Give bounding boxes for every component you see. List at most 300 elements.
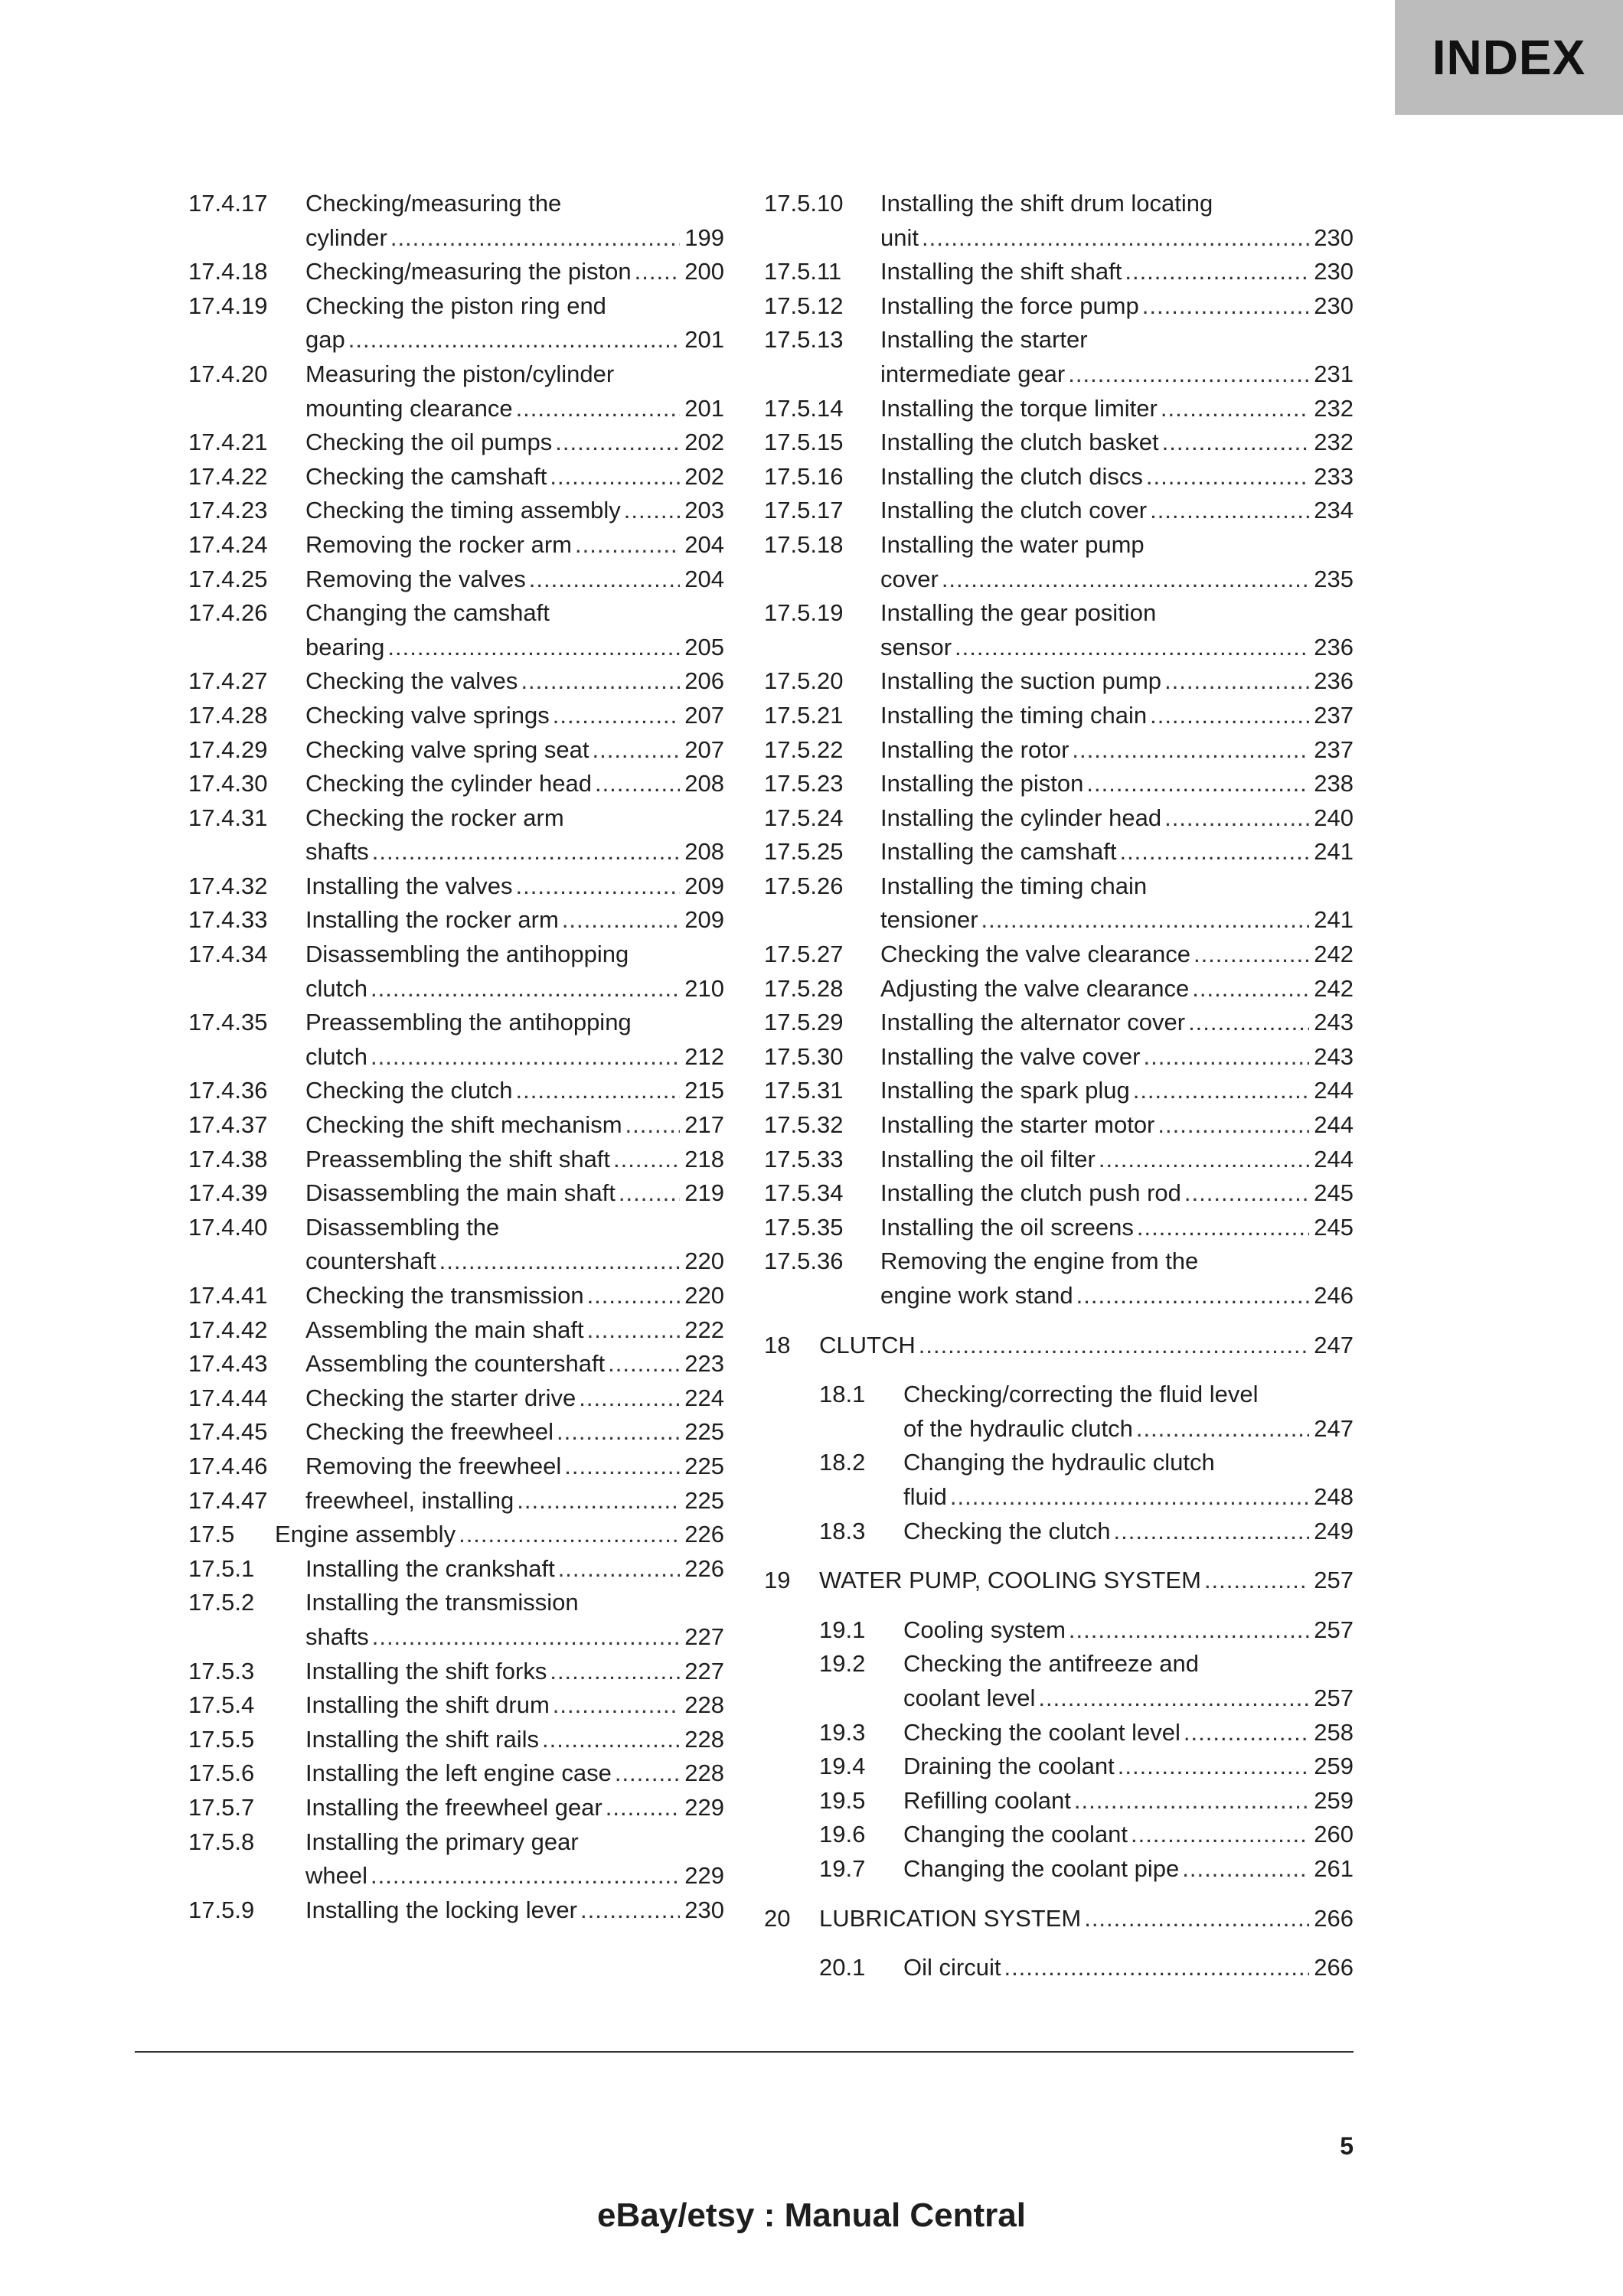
toc-entry[interactable] xyxy=(188,1723,724,1757)
toc-entry[interactable] xyxy=(764,1211,1354,1245)
toc-entry-title: WATER PUMP, COOLING SYSTEM xyxy=(819,1567,1201,1594)
toc-entry[interactable] xyxy=(188,563,724,597)
toc-entry[interactable] xyxy=(188,596,724,664)
toc-entry-line xyxy=(305,255,724,289)
toc-entry-line xyxy=(305,1313,724,1348)
toc-entry-line xyxy=(903,1852,1354,1887)
toc-entry-title: countershaft xyxy=(305,1247,436,1275)
dot-leader xyxy=(1076,1279,1310,1313)
toc-page-number: 242 xyxy=(1314,974,1354,1002)
dot-leader xyxy=(1099,1143,1309,1177)
toc-entry-number: 17.4.33 xyxy=(188,906,268,934)
toc-entry[interactable] xyxy=(188,1415,724,1450)
toc-entry[interactable] xyxy=(188,699,724,733)
dot-leader xyxy=(1068,357,1309,392)
toc-entry-number: 18.3 xyxy=(819,1517,866,1544)
toc-entry[interactable] xyxy=(188,1381,724,1416)
toc-entry-body xyxy=(305,187,724,255)
toc-entry-title: Installing the starter xyxy=(880,326,1088,354)
toc-entry[interactable] xyxy=(188,903,724,938)
toc-entry-number: 19.1 xyxy=(819,1616,866,1643)
toc-entry-line xyxy=(903,1784,1354,1818)
toc-left-column xyxy=(188,187,724,1927)
toc-entry-line xyxy=(305,221,724,256)
toc-entry-number: 17.4.20 xyxy=(188,360,268,387)
toc-entry-body xyxy=(305,938,724,1006)
toc-entry-line xyxy=(305,460,724,494)
toc-page-number: 242 xyxy=(1314,941,1354,968)
toc-page-number: 261 xyxy=(1314,1854,1354,1882)
toc-entry[interactable] xyxy=(188,494,724,528)
toc-entry-title: Installing the timing chain xyxy=(880,701,1148,729)
toc-page-number: 222 xyxy=(684,1316,724,1343)
toc-entry[interactable] xyxy=(764,835,1354,869)
toc-entry-number: 17.5.15 xyxy=(764,429,844,456)
toc-entry[interactable] xyxy=(188,801,724,869)
toc-entry[interactable] xyxy=(188,1006,724,1074)
dot-leader xyxy=(625,1108,681,1143)
toc-entry-body xyxy=(305,528,724,563)
toc-entry-number: 17.4.42 xyxy=(188,1316,268,1343)
toc-entry-number: 17.4.47 xyxy=(188,1486,268,1514)
toc-entry-body xyxy=(880,767,1354,801)
dot-leader xyxy=(1137,1211,1309,1245)
toc-entry-body xyxy=(305,1484,724,1518)
toc-entry-body xyxy=(880,392,1354,426)
toc-entry[interactable] xyxy=(764,1951,1354,1985)
dot-leader xyxy=(516,392,681,426)
toc-entry-number: 17.4.34 xyxy=(188,941,268,968)
toc-entry[interactable] xyxy=(764,869,1354,938)
toc-entry-number: 17.5.16 xyxy=(764,462,844,490)
toc-page-number: 266 xyxy=(1314,1954,1354,1981)
toc-entry[interactable] xyxy=(764,1074,1354,1108)
toc-entry-number: 17.4.35 xyxy=(188,1009,268,1036)
toc-entry-line xyxy=(305,1143,724,1177)
toc-entry-body xyxy=(305,1723,724,1757)
toc-page-number: 232 xyxy=(1314,429,1354,456)
toc-page-number: 237 xyxy=(1314,735,1354,763)
toc-entry-line xyxy=(275,1518,724,1552)
toc-entry-number: 17.5.5 xyxy=(188,1725,255,1753)
toc-entry-number: 17.4.18 xyxy=(188,258,268,285)
toc-page-number: 223 xyxy=(684,1350,724,1378)
toc-entry[interactable] xyxy=(764,1244,1354,1313)
toc-entry-title: Changing the coolant xyxy=(903,1821,1128,1848)
toc-entry-line xyxy=(880,221,1354,256)
toc-entry[interactable] xyxy=(188,1143,724,1177)
toc-entry-title: Installing the camshaft xyxy=(880,838,1117,866)
dot-leader xyxy=(1119,835,1309,869)
dot-leader xyxy=(555,426,680,460)
toc-chapter-entry[interactable] xyxy=(764,1902,1354,1936)
toc-entry[interactable] xyxy=(188,869,724,904)
toc-entry-line xyxy=(880,1279,1354,1313)
toc-entry-line xyxy=(819,1902,1354,1936)
toc-entry-number: 17.5.10 xyxy=(764,190,844,217)
toc-page-number: 241 xyxy=(1314,906,1354,934)
toc-entry[interactable] xyxy=(764,664,1354,699)
toc-entry[interactable] xyxy=(188,1552,724,1587)
toc-entry-title: LUBRICATION SYSTEM xyxy=(819,1904,1082,1932)
toc-entry[interactable] xyxy=(188,1518,724,1552)
toc-entry-title: Checking the valve clearance xyxy=(880,941,1190,968)
toc-entry-line xyxy=(305,903,724,938)
toc-entry[interactable] xyxy=(764,1143,1354,1177)
toc-entry[interactable] xyxy=(764,1784,1354,1818)
dot-leader xyxy=(1118,1750,1310,1784)
toc-entry-number: 17.4.21 xyxy=(188,429,268,456)
toc-entry[interactable] xyxy=(188,733,724,768)
toc-entry[interactable] xyxy=(188,664,724,699)
dot-leader xyxy=(580,1893,680,1928)
toc-entry-title: of the hydraulic clutch xyxy=(903,1414,1133,1442)
toc-entry-number: 17.5.3 xyxy=(188,1657,255,1684)
toc-entry-body xyxy=(880,869,1354,938)
toc-entry-body xyxy=(305,460,724,494)
toc-entry[interactable] xyxy=(188,426,724,460)
toc-entry[interactable] xyxy=(764,528,1354,596)
dot-leader xyxy=(372,835,681,869)
toc-entry-title: Installing the shift drum xyxy=(305,1691,550,1719)
toc-entry-title: Removing the rocker arm xyxy=(305,530,573,558)
toc-page-number: 201 xyxy=(684,326,724,354)
toc-entry[interactable] xyxy=(764,1852,1354,1887)
toc-entry-title: Adjusting the valve clearance xyxy=(880,974,1190,1002)
toc-entry-title: Checking the clutch xyxy=(305,1077,513,1104)
dot-leader xyxy=(1004,1951,1309,1985)
toc-entry[interactable] xyxy=(764,596,1354,664)
toc-entry-title: Installing the clutch push rod xyxy=(880,1179,1181,1207)
toc-page-number: 234 xyxy=(1314,497,1354,524)
toc-entry-title: bearing xyxy=(305,633,385,660)
toc-entry-title: engine work stand xyxy=(880,1282,1073,1309)
toc-entry-body xyxy=(880,1074,1354,1108)
toc-entry-body xyxy=(880,460,1354,494)
toc-entry-line xyxy=(305,187,724,221)
toc-entry-line xyxy=(903,1681,1354,1716)
toc-entry-body xyxy=(305,733,724,768)
dot-leader xyxy=(371,1859,680,1893)
toc-entry-title: Engine assembly xyxy=(275,1521,456,1548)
toc-entry-body xyxy=(305,699,724,733)
toc-entry-line xyxy=(903,1480,1354,1515)
toc-entry[interactable] xyxy=(188,255,724,289)
toc-entry[interactable] xyxy=(188,1347,724,1381)
toc-entry-body xyxy=(305,869,724,904)
toc-entry-line xyxy=(880,972,1354,1006)
toc-entry-line xyxy=(880,938,1354,972)
toc-entry-number: 17.5.17 xyxy=(764,497,844,524)
toc-entry-title: Checking the coolant level xyxy=(903,1718,1181,1746)
toc-entry-title: shafts xyxy=(305,838,369,866)
dot-leader xyxy=(1125,255,1309,289)
dot-leader xyxy=(1146,460,1309,494)
toc-entry-body xyxy=(305,563,724,597)
toc-entry[interactable] xyxy=(188,1484,724,1518)
toc-entry[interactable] xyxy=(764,699,1354,733)
toc-entry[interactable] xyxy=(764,1515,1354,1549)
toc-entry-line xyxy=(305,631,724,665)
toc-entry-title: coolant level xyxy=(903,1684,1036,1711)
toc-entry-line xyxy=(903,1647,1354,1681)
toc-page-number: 209 xyxy=(684,906,724,934)
toc-entry[interactable] xyxy=(764,767,1354,801)
toc-entry-body xyxy=(880,1211,1354,1245)
toc-chapter-entry[interactable] xyxy=(764,1329,1354,1363)
toc-page-number: 212 xyxy=(684,1042,724,1070)
toc-entry[interactable] xyxy=(764,289,1354,324)
toc-entry-number: 17.5.6 xyxy=(188,1760,255,1787)
toc-entry[interactable] xyxy=(188,1450,724,1484)
toc-entry-line xyxy=(903,1613,1354,1648)
toc-entry[interactable] xyxy=(188,1176,724,1211)
toc-page-number: 266 xyxy=(1314,1904,1354,1932)
toc-entry[interactable] xyxy=(764,938,1354,972)
dot-leader xyxy=(1182,1852,1309,1887)
toc-entry-title: Preassembling the shift shaft xyxy=(305,1145,611,1172)
toc-entry-body xyxy=(275,1518,724,1552)
toc-page-number: 228 xyxy=(684,1691,724,1719)
toc-entry-line xyxy=(880,357,1354,392)
toc-entry[interactable] xyxy=(764,460,1354,494)
toc-entry-title: Assembling the countershaft xyxy=(305,1350,606,1378)
toc-entry-title: clutch xyxy=(305,974,367,1002)
toc-entry[interactable] xyxy=(188,1655,724,1689)
toc-page-number: 245 xyxy=(1314,1213,1354,1241)
toc-page-number: 230 xyxy=(1314,292,1354,319)
toc-entry[interactable] xyxy=(188,1211,724,1279)
toc-page-number: 243 xyxy=(1314,1042,1354,1070)
toc-entry[interactable] xyxy=(188,1825,724,1893)
toc-entry-number: 17.4.28 xyxy=(188,701,268,729)
toc-page-number: 202 xyxy=(684,429,724,456)
toc-entry-title: mounting clearance xyxy=(305,394,513,422)
toc-entry-body xyxy=(305,1176,724,1211)
toc-entry-title: Installing the suction pump xyxy=(880,667,1162,695)
toc-entry-title: Checking valve spring seat xyxy=(305,735,589,763)
dot-leader xyxy=(1038,1681,1309,1716)
toc-entry-number: 17.5.32 xyxy=(764,1111,844,1139)
toc-entry-line xyxy=(305,1552,724,1587)
toc-page-number: 237 xyxy=(1314,701,1354,729)
toc-entry-number: 19.6 xyxy=(819,1821,866,1848)
toc-entry-title: Installing the piston xyxy=(880,770,1084,797)
toc-entry-body xyxy=(305,1108,724,1143)
toc-entry[interactable] xyxy=(764,1716,1354,1750)
toc-entry-line xyxy=(305,1893,724,1928)
toc-entry-number: 17.4.22 xyxy=(188,462,268,490)
toc-page-number: 201 xyxy=(684,394,724,422)
toc-entry-number: 17.5.12 xyxy=(764,292,844,319)
toc-entry[interactable] xyxy=(188,1893,724,1928)
dot-leader xyxy=(1072,733,1309,768)
toc-entry[interactable] xyxy=(188,528,724,563)
toc-page-number: 247 xyxy=(1314,1331,1354,1358)
toc-entry-body xyxy=(880,1108,1354,1143)
dot-leader xyxy=(1131,1818,1309,1852)
toc-page-number: 259 xyxy=(1314,1786,1354,1814)
toc-entry[interactable] xyxy=(188,1313,724,1348)
toc-entry[interactable] xyxy=(188,460,724,494)
toc-entry[interactable] xyxy=(188,767,724,801)
dot-leader xyxy=(1164,801,1309,836)
toc-entry-title: Disassembling the antihopping xyxy=(305,941,629,968)
toc-entry-line xyxy=(305,835,724,869)
toc-entry-title: Checking/correcting the fluid level xyxy=(903,1381,1259,1408)
toc-entry-title: Removing the valves xyxy=(305,565,526,592)
toc-entry-title: Installing the clutch discs xyxy=(880,462,1143,490)
dot-leader xyxy=(553,1688,681,1723)
toc-entry[interactable] xyxy=(188,938,724,1006)
toc-entry[interactable] xyxy=(188,1279,724,1313)
toc-entry-number: 17.4.30 xyxy=(188,770,268,797)
toc-entry-title: Installing the locking lever xyxy=(305,1896,577,1923)
toc-entry-line xyxy=(880,699,1354,733)
toc-entry[interactable] xyxy=(764,801,1354,836)
toc-entry-line xyxy=(903,1446,1354,1480)
dot-leader xyxy=(981,903,1310,938)
toc-entry-body xyxy=(305,1279,724,1313)
toc-entry-line xyxy=(880,596,1354,631)
toc-entry-title: Changing the camshaft xyxy=(305,599,550,627)
dot-leader xyxy=(562,903,680,938)
toc-page-number: 249 xyxy=(1314,1517,1354,1544)
toc-entry-body xyxy=(305,1143,724,1177)
toc-entry[interactable] xyxy=(764,255,1354,289)
toc-page-number: 257 xyxy=(1314,1684,1354,1711)
toc-entry-number: 17.4.43 xyxy=(188,1350,268,1378)
toc-entry-line xyxy=(880,426,1354,460)
dot-leader xyxy=(635,255,681,289)
toc-entry-body xyxy=(880,733,1354,768)
toc-entry-title: Checking the valves xyxy=(305,667,518,695)
toc-page-number: 210 xyxy=(684,974,724,1002)
toc-entry[interactable] xyxy=(764,1040,1354,1075)
toc-entry-body xyxy=(880,801,1354,836)
toc-entry[interactable] xyxy=(188,1688,724,1723)
toc-entry-line xyxy=(880,903,1354,938)
toc-entry[interactable] xyxy=(188,1791,724,1825)
dot-leader xyxy=(553,699,681,733)
toc-entry-line xyxy=(305,1586,724,1620)
toc-entry-number: 17.4.24 xyxy=(188,530,268,558)
toc-chapter-entry[interactable] xyxy=(764,1564,1354,1598)
toc-entry[interactable] xyxy=(764,1176,1354,1211)
toc-entry[interactable] xyxy=(188,289,724,357)
toc-entry-body xyxy=(305,596,724,664)
dot-leader xyxy=(595,767,680,801)
toc-entry[interactable] xyxy=(188,1756,724,1791)
toc-entry[interactable] xyxy=(764,1108,1354,1143)
toc-page-number: 224 xyxy=(684,1384,724,1411)
toc-entry[interactable] xyxy=(188,187,724,255)
toc-entry-body xyxy=(903,1951,1354,1985)
toc-entry-title: Removing the freewheel xyxy=(305,1452,562,1479)
dot-leader xyxy=(542,1723,680,1757)
toc-entry-number: 17.5.23 xyxy=(764,770,844,797)
toc-entry[interactable] xyxy=(764,426,1354,460)
toc-entry[interactable] xyxy=(764,1006,1354,1040)
toc-page-number: 258 xyxy=(1314,1718,1354,1746)
toc-page-number: 226 xyxy=(684,1554,724,1582)
toc-entry[interactable] xyxy=(764,392,1354,426)
toc-entry[interactable] xyxy=(764,187,1354,255)
toc-right-column xyxy=(764,187,1354,1985)
toc-entry-line xyxy=(305,1006,724,1040)
dot-leader xyxy=(575,528,680,563)
toc-page-number: 244 xyxy=(1314,1077,1354,1104)
toc-entry[interactable] xyxy=(764,1750,1354,1784)
toc-page-number: 215 xyxy=(684,1077,724,1104)
toc-entry[interactable] xyxy=(764,1818,1354,1852)
toc-entry-line xyxy=(880,460,1354,494)
toc-entry-number: 17.4.36 xyxy=(188,1077,268,1104)
toc-entry[interactable] xyxy=(188,357,724,426)
toc-entry-title: Installing the left engine case xyxy=(305,1760,612,1787)
toc-entry[interactable] xyxy=(764,972,1354,1006)
toc-entry-body xyxy=(305,903,724,938)
toc-entry-line xyxy=(880,1074,1354,1108)
toc-entry-body xyxy=(305,255,724,289)
toc-entry-line xyxy=(305,1756,724,1791)
toc-entry-number: 17.5.31 xyxy=(764,1077,844,1104)
toc-entry-line xyxy=(903,1412,1354,1446)
dot-leader xyxy=(517,1484,680,1518)
toc-entry-line xyxy=(880,187,1354,221)
toc-entry-body xyxy=(305,1313,724,1348)
dot-leader xyxy=(348,323,681,357)
dot-leader xyxy=(1161,392,1309,426)
toc-page-number: 246 xyxy=(1314,1282,1354,1309)
toc-entry-body xyxy=(305,801,724,869)
toc-page-number: 218 xyxy=(684,1145,724,1172)
toc-entry-line xyxy=(880,1244,1354,1279)
toc-entry-number: 17.5.4 xyxy=(188,1691,255,1719)
toc-entry[interactable] xyxy=(188,1074,724,1108)
toc-entry-body xyxy=(305,1552,724,1587)
toc-entry-line xyxy=(880,1108,1354,1143)
toc-entry-line xyxy=(305,1484,724,1518)
toc-entry-body xyxy=(880,835,1354,869)
toc-entry-number: 17.4.40 xyxy=(188,1213,268,1241)
toc-entry-line xyxy=(305,869,724,904)
toc-entry-title: Installing the shift rails xyxy=(305,1725,539,1753)
toc-page-number: 207 xyxy=(684,701,724,729)
toc-entry-line xyxy=(305,1176,724,1211)
toc-entry[interactable] xyxy=(764,494,1354,528)
toc-page-number: 207 xyxy=(684,735,724,763)
toc-entry[interactable] xyxy=(188,1586,724,1654)
dot-leader xyxy=(1114,1515,1310,1549)
toc-entry[interactable] xyxy=(764,1378,1354,1446)
dot-leader xyxy=(1184,1716,1309,1750)
toc-entry[interactable] xyxy=(764,323,1354,391)
toc-entry-title: Installing the alternator cover xyxy=(880,1009,1186,1036)
toc-page-number: 232 xyxy=(1314,394,1354,422)
toc-entry[interactable] xyxy=(188,1108,724,1143)
toc-entry[interactable] xyxy=(764,1613,1354,1648)
toc-entry-body xyxy=(305,426,724,460)
toc-page-number: 206 xyxy=(684,667,724,695)
toc-entry-body xyxy=(903,1818,1354,1852)
toc-entry[interactable] xyxy=(764,1446,1354,1514)
toc-entry[interactable] xyxy=(764,733,1354,768)
dot-leader xyxy=(1192,972,1309,1006)
toc-entry[interactable] xyxy=(764,1647,1354,1715)
toc-entry-line xyxy=(305,1655,724,1689)
dot-leader xyxy=(1136,1412,1309,1446)
